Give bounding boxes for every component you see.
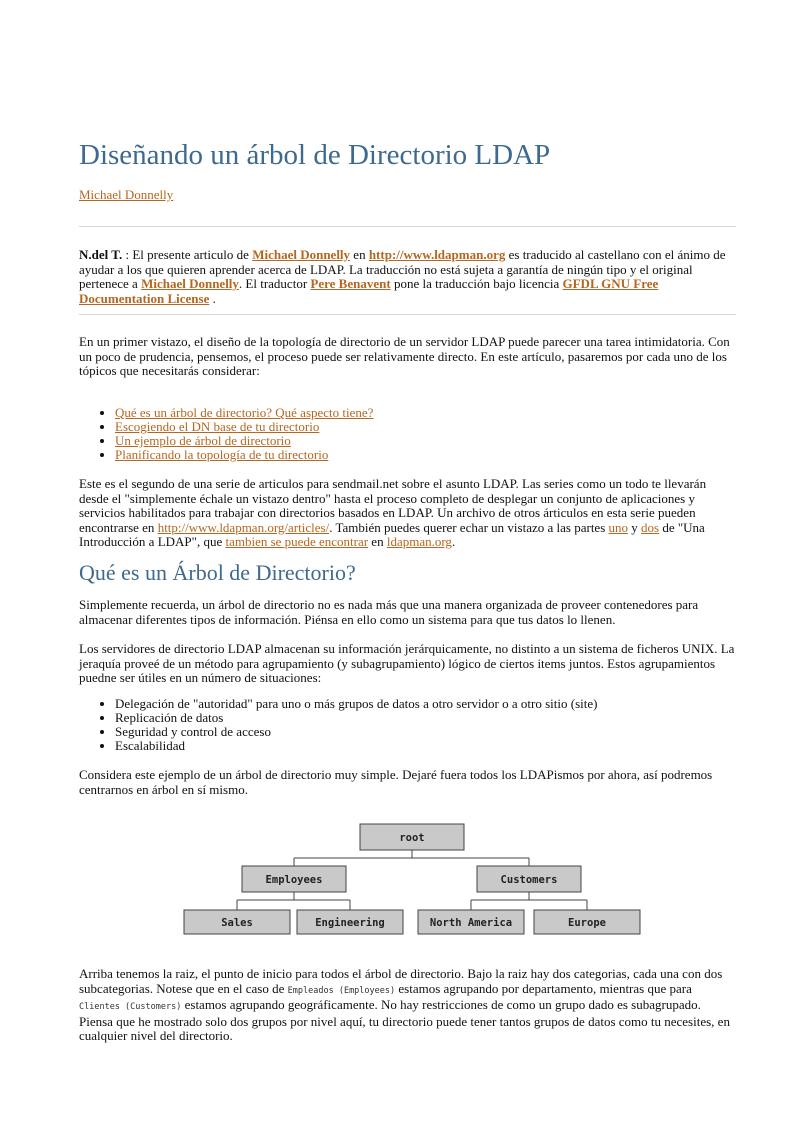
p4-text: Arriba tenemos la raiz, el punto de inicio para todos el árbol de directorio. Bajo la raiz hay dos categorias, cada una con dos subcategorias. Notese que en el caso de <box>79 966 723 996</box>
toc-link-example-tree[interactable]: Un ejemplo de árbol de directorio <box>115 433 291 448</box>
series-paragraph <box>79 477 736 550</box>
code-employees: Empleados (Employees) <box>287 985 396 996</box>
list-item <box>115 434 772 448</box>
note-author-link-2[interactable]: Michael Donnelly <box>141 276 239 292</box>
part-uno-link[interactable]: uno <box>608 519 629 535</box>
node-root-label: root <box>399 832 425 844</box>
note-text: . <box>209 290 216 306</box>
note-translator-link[interactable]: Pere Benavent <box>310 276 391 292</box>
intro-paragraph: En un primer vistazo, el diseño de la topología de directorio de un servidor LDAP puede parecer una tarea intimidatoria. Con un poco de prudencia, pensemos, el proceso puede ser relativamente directo. En este artículo, pasaremos por cada uno de los tópicos que necesitarás considerar: <box>79 334 730 379</box>
note-text: es traducido al castellano con el ánimo de ayudar a los que quieren aprender acerca de LDAP. La traducción no está sujeta a garantía de ningún tipo y el original pertenece a <box>79 247 726 292</box>
code-customers: Clientes (Customers) <box>79 1002 182 1013</box>
toc-link-base-dn[interactable]: Escogiendo el DN base de tu directorio <box>115 419 320 434</box>
series-text: Este es el segundo de una serie de articulos para sendmail.net sobre el asunto LDAP. Las series como un todo te llevarán desde el "simplemente échale un vistazo dentro" hasta el proceso completo de desplegar un conjunto de aplicaciones y servicios habilitados para trabajar con directorios basados en LDAP. Un archivo de otros árticulos en esta serie pueden encontrarse en <box>79 476 707 535</box>
note-label: N.del T. <box>79 247 123 262</box>
series-text: . También puedes querer echar un vistazo a las partes <box>329 519 609 535</box>
list-item: • Replicación de datos <box>115 711 772 725</box>
separator-bottom <box>79 314 736 315</box>
part-dos-link[interactable]: dos <box>641 519 660 535</box>
note-text: : El presente articulo de <box>122 247 253 262</box>
node-employees-label: Employees <box>265 874 323 886</box>
series-text: en <box>368 534 387 550</box>
tambien-link[interactable]: tambien se puede encontrar <box>225 534 369 550</box>
toc-link-what-is-tree[interactable]: Qué es un árbol de directorio? Qué aspecto tiene? <box>115 405 374 420</box>
page-title: Diseñando un árbol de Directorio LDAP <box>79 139 551 171</box>
translator-note <box>79 248 736 306</box>
node-customers-label: Customers <box>500 874 558 886</box>
list-item: • Delegación de "autoridad" para uno o más grupos de datos a otro servidor o a otro sitio (site) <box>115 697 772 711</box>
paragraph-2: Los servidores de directorio LDAP almacenan su información jerárquicamente, no distinto a un sistema de ficheros UNIX. La jeraquía proveé de un método para agrupamiento (y subagrupamiento) lógico de ciertos items juntos. Estos agrupamientos puedne ser útiles en un número de situaciones: <box>79 641 735 686</box>
paragraph-1: Simplemente recuerda, un árbol de directorio no es nada más que una manera organizada de proveer contenedores para almacenar diferentes tipos de información. Piénsa en ello como un sistema para que tus datos lo llenen. <box>79 597 699 627</box>
separator-top <box>79 226 736 227</box>
list-item <box>115 448 772 462</box>
author-link[interactable]: Michael Donnelly <box>79 187 174 202</box>
paragraph-3: Considera este ejemplo de un árbol de directorio muy simple. Dejaré fuera todos los LDAPismos por ahora, así podremos centrarnos en árbol en sí mismo. <box>79 767 713 797</box>
note-license-link[interactable]: GFDL GNU Free Documentation License <box>79 276 659 306</box>
articles-link[interactable]: http://www.ldapman.org/articles/ <box>157 519 330 535</box>
list-item: • Escalabilidad <box>115 739 772 753</box>
directory-tree-diagram <box>182 818 642 938</box>
p4-text: estamos agrupando por departamento, mientras que para <box>395 980 692 996</box>
note-text: en <box>350 247 369 262</box>
note-author-link[interactable]: Michael Donnelly <box>252 247 351 262</box>
p4-text: estamos agrupando geográficamente. No hay restricciones de como un grupo dado es subagrupado. Piensa que he mostrado solo dos grupos por nivel aquí, tu directorio puede tener tantos grupos de datos como tu necesites, en cualquier nivel del directorio. <box>79 997 730 1044</box>
toc-link-topology[interactable]: Planificando la topología de tu directorio <box>115 447 329 462</box>
list-item: • Seguridad y control de acceso <box>115 725 772 739</box>
series-text: de "Una Introducción a LDAP", que <box>79 519 705 550</box>
node-sales-label: Sales <box>221 917 253 929</box>
note-site-link[interactable]: http://www.ldapman.org <box>368 247 506 262</box>
node-north-america-label: North America <box>429 917 513 929</box>
node-engineering-label: Engineering <box>315 917 385 929</box>
list-item <box>115 406 772 420</box>
ldapman-link[interactable]: ldapman.org <box>386 534 452 550</box>
toc-list <box>79 406 772 462</box>
note-text: pone la traducción bajo licencia <box>390 276 563 292</box>
uses-list <box>79 697 772 753</box>
note-text: . El traductor <box>238 276 311 292</box>
series-text: . <box>451 534 456 550</box>
node-europe-label: Europe <box>568 917 606 929</box>
section-title: Qué es un Árbol de Directorio? <box>79 560 356 585</box>
paragraph-4 <box>79 967 736 1044</box>
series-text: y <box>628 519 642 535</box>
list-item <box>115 420 772 434</box>
